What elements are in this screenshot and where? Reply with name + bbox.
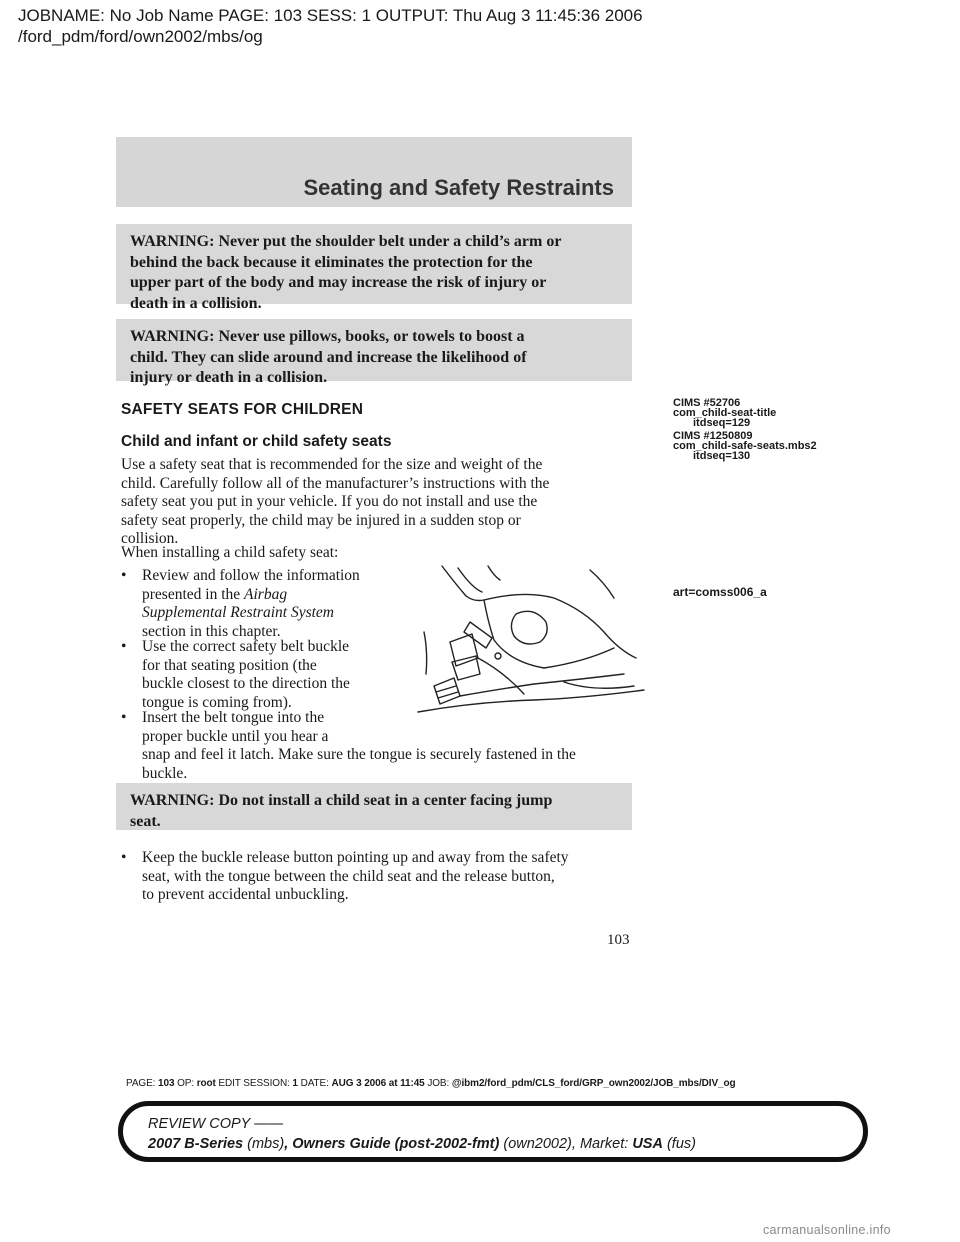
bullet-line: Keep the buckle release button pointing up and away from the safety [142,849,569,866]
review-copy-label: REVIEW COPY —— [148,1116,284,1132]
warning-box [116,783,632,830]
footer-label: EDIT SESSION: [215,1078,293,1089]
intro-paragraph [121,456,636,549]
review-copy-box [118,1101,868,1162]
bullet-line [142,604,412,623]
bullet-text: presented in the [142,585,245,603]
paragraph-line: collision. [121,530,179,547]
review-copy-details [148,1136,696,1152]
warning-line: WARNING: Never put the shoulder belt under a child’s arm or [130,233,562,250]
bullet-dot: • [121,638,127,655]
heading-safety-seats: SAFETY SEATS FOR CHILDREN [121,401,364,418]
cims-seq: itdseq=130 [693,450,751,462]
footer-value: 1 [292,1078,298,1089]
bullet-line: Review and follow the information [142,567,360,584]
bullet-line [142,586,412,605]
cims-note [673,431,817,461]
paragraph-line: child. Carefully follow all of the manufacturer’s instructions with the [121,474,550,492]
seat-belt-buckle-illustration [414,562,646,717]
footer-label: PAGE: [126,1078,159,1089]
installing-intro: When installing a child safety seat: [121,544,339,561]
warning-box [116,224,632,312]
warning-line: upper part of the body and may increase the risk of injury or [130,274,547,291]
warning-line: death in a collision. [130,294,262,312]
review-separator: , Market: [571,1136,633,1152]
job-header-line: JOBNAME: No Job Name PAGE: 103 SESS: 1 OUTPUT: Thu Aug 3 11:45:36 2006 [18,6,643,25]
footer-value: root [196,1078,216,1089]
cims-id: CIMS #1250809 [673,430,753,442]
warning-box [116,319,632,386]
review-code: (mbs) [243,1136,285,1152]
footer-value: 103 [158,1078,175,1089]
footer-label: OP: [174,1078,197,1089]
paragraph-line: safety seat properly, the child may be injured in a sudden stop or [121,511,521,529]
footer-label: JOB: [424,1078,452,1089]
cims-topic: com_child-seat-title [673,407,777,419]
job-footer [126,1078,736,1089]
subheading-child-seats: Child and infant or child safety seats [121,433,392,450]
bullet-line: tongue is coming from). [142,693,292,711]
art-reference: art=comss006_a [673,585,767,599]
cims-topic: com_child-safe-seats.mbs2 [673,440,817,452]
warning-line: seat. [130,812,161,830]
job-path-line: /ford_pdm/ford/own2002/mbs/og [18,27,263,46]
cims-note [673,398,776,428]
warning-line: child. They can slide around and increase the likelihood of [130,348,527,366]
review-code: (fus) [662,1136,696,1152]
section-header-bar [116,137,632,207]
section-title: Seating and Safety Restraints [303,175,614,200]
review-model: 2007 B-Series [148,1136,244,1152]
review-guide: Owners Guide (post-2002-fmt) [292,1136,500,1152]
section-reference: Airbag [244,585,288,603]
cims-id: CIMS #52706 [673,397,741,409]
page-number: 103 [607,932,630,948]
bullet-line: seat, with the tongue between the child seat and the release button, [142,867,555,885]
bullet-line: Insert the belt tongue into the [142,709,325,726]
footer-label: DATE: [297,1078,332,1089]
footer-value: @ibm2/ford_pdm/CLS_ford/GRP_own2002/JOB_mbs/DIV_og [451,1078,736,1089]
bullet-line: snap and feel it latch. Make sure the tongue is securely fastened in the [142,746,576,763]
section-reference: Supplemental Restraint System [142,604,334,621]
bullet-dot: • [121,709,127,726]
bullet-dot: • [121,849,127,866]
watermark: carmanualsonline.info [763,1223,891,1237]
warning-line: WARNING: Never use pillows, books, or towels to boost a [130,328,525,345]
review-separator: , [284,1136,293,1152]
paragraph-line: safety seat you put in your vehicle. If you do not install and use the [121,493,538,510]
bullet-dot: • [121,567,127,584]
review-market: USA [632,1136,663,1152]
footer-value: AUG 3 2006 at 11:45 [331,1078,425,1089]
bullet-line: buckle. [142,764,188,782]
review-code: (own2002) [499,1136,572,1152]
bullet-line: buckle closest to the direction the [142,675,350,692]
bullet-line: Use the correct safety belt buckle [142,638,350,655]
bullet-line: proper buckle until you hear a [142,727,329,745]
warning-line: behind the back because it eliminates the protection for the [130,253,533,271]
bullet-line: for that seating position (the [142,656,317,674]
cims-seq: itdseq=129 [693,417,751,429]
bullet-line: to prevent accidental unbuckling. [142,886,349,903]
warning-line: injury or death in a collision. [130,369,328,386]
paragraph-line: Use a safety seat that is recommended for the size and weight of the [121,456,543,473]
bullet-line: section in this chapter. [142,622,281,640]
warning-line: WARNING: Do not install a child seat in a center facing jump [130,792,553,809]
